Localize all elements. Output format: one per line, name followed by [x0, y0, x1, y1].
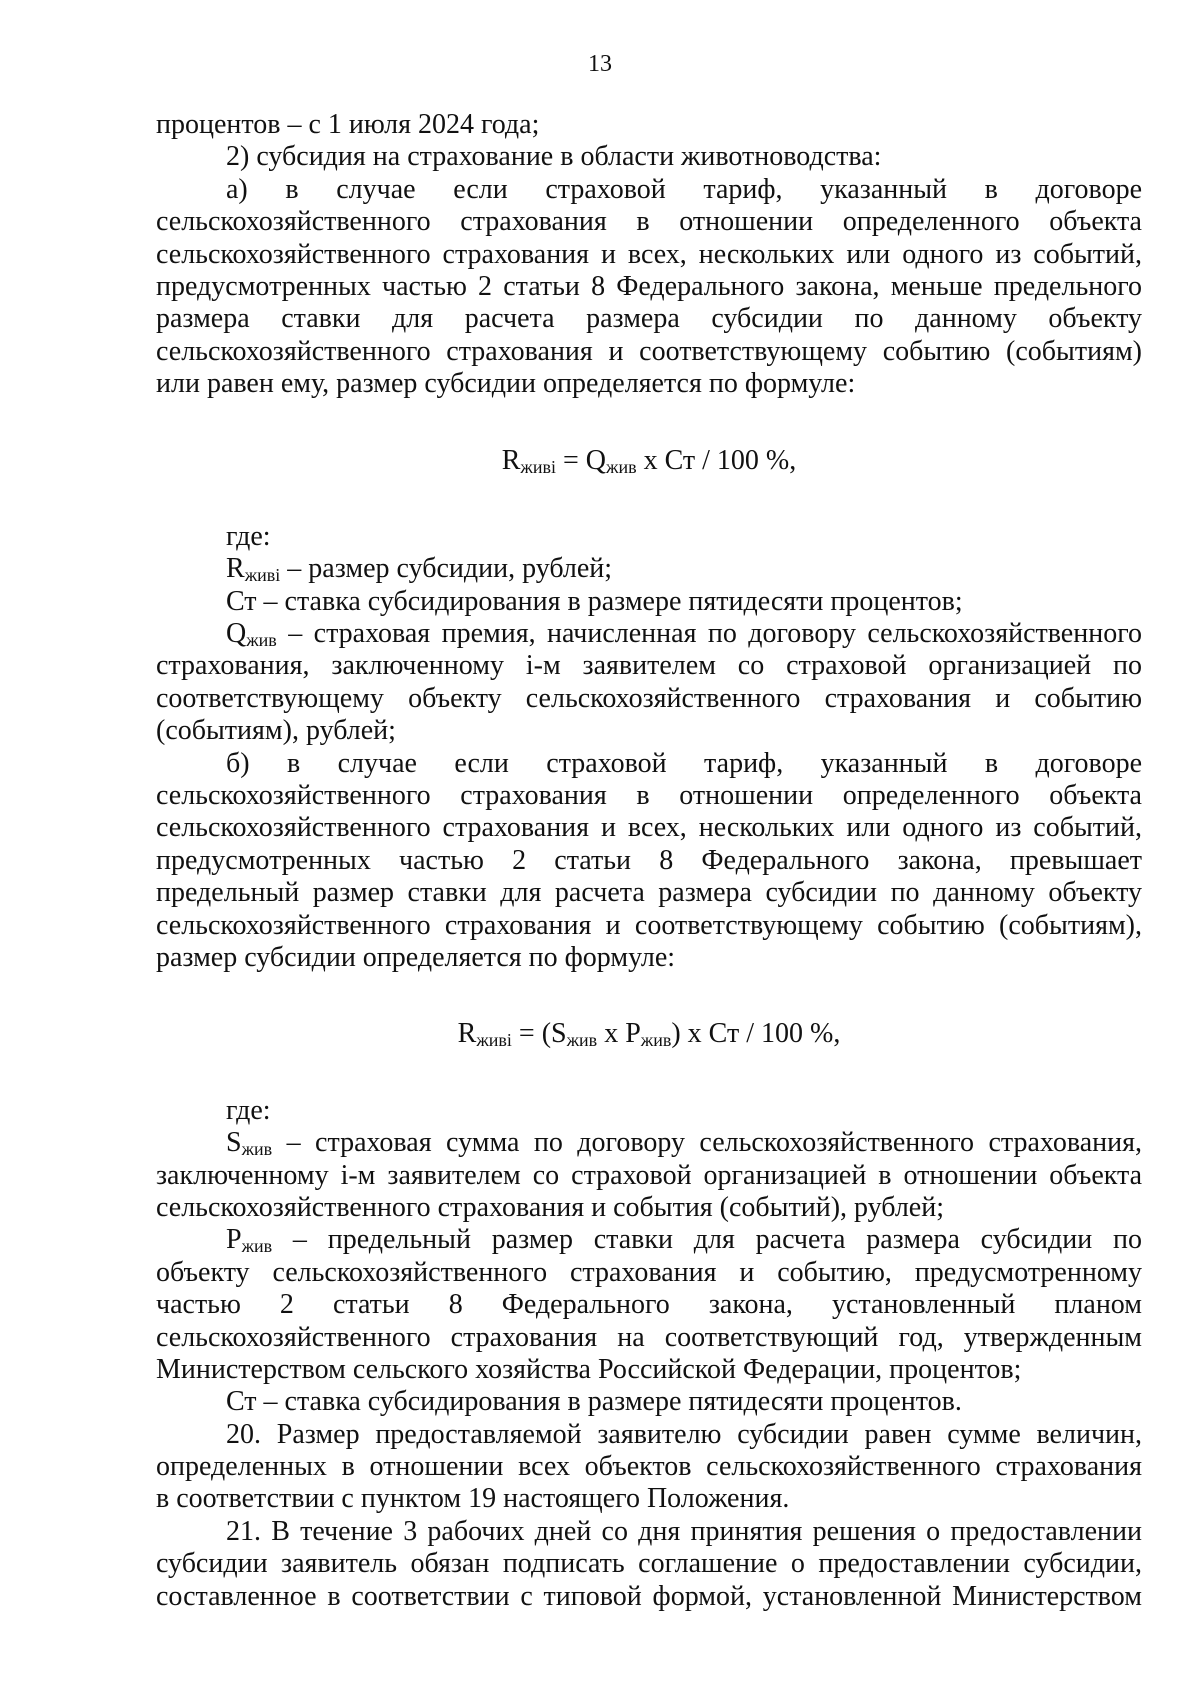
list-item: б) в случае если страховой тариф, указанный в договоре [226, 747, 1142, 779]
where-label: где: [226, 520, 271, 552]
definition-text: – размер субсидии, рублей; [280, 553, 613, 585]
page-number: 13 [588, 51, 612, 77]
definition-line [156, 1224, 1142, 1256]
text-line: составленное в соответствии с типовой формой, установленной Министерством [156, 1580, 1142, 1612]
formula-symbol: R [457, 1018, 477, 1050]
definition-line: Ст – ставка субсидирования в размере пятидесяти процентов; [226, 585, 963, 617]
formula-text: = Q [556, 444, 607, 476]
document-body [156, 109, 1142, 1613]
formula-text: = (S [511, 1018, 567, 1050]
text-line: частью 2 статьи 8 Федерального закона, установленный планом [156, 1289, 1142, 1321]
formula-2 [156, 1018, 1142, 1050]
text-line: сельскохозяйственного страхования в отношении определенного объекта [156, 780, 1142, 812]
formula-subscript: жив [606, 456, 637, 477]
formula-text: х Ст / 100 %, [636, 444, 797, 476]
definition-line: Ст – ставка субсидирования в размере пятидесяти процентов. [226, 1386, 962, 1418]
formula-symbol: R [501, 444, 521, 476]
text-line: сельскохозяйственного страхования и соответствующему событию (событиям), [156, 909, 1142, 941]
symbol-subscript: жив [241, 1139, 273, 1160]
symbol: P [226, 1224, 242, 1256]
text-line: сельскохозяйственного страхования в отношении определенного объекта [156, 206, 1142, 238]
paragraph-20: 20. Размер предоставляемой заявителю субсидии равен сумме величин, [226, 1418, 1142, 1450]
text-line: Министерством сельского хозяйства Российской Федерации, процентов; [156, 1353, 1022, 1385]
text-line: процентов – с 1 июля 2024 года; [156, 109, 540, 140]
text-line: сельскохозяйственного страхования и всех, нескольких или одного из событий, [156, 812, 1142, 844]
definition-text: – страховая премия, начисленная по договору сельскохозяйственного [276, 618, 1142, 650]
text-line: предельный размер ставки для расчета размера субсидии по данному объекту [156, 877, 1142, 909]
paragraph-21: 21. В течение 3 рабочих дней со дня принятия решения о предоставлении [226, 1515, 1142, 1547]
symbol: S [226, 1127, 242, 1159]
text-line: страхования, заключенному i-м заявителем со страховой организацией по [156, 650, 1142, 682]
formula-1 [156, 445, 1142, 477]
formula-subscript: жив [640, 1030, 672, 1051]
text-line: объекту сельскохозяйственного страхования и событию, предусмотренному [156, 1256, 1142, 1288]
text-line: сельскохозяйственного страхования и соответствующему событию (событиям) [156, 335, 1142, 367]
definition-text: – предельный размер ставки для расчета размера субсидии по [272, 1224, 1142, 1256]
text-line: (событиям), рублей; [156, 715, 396, 747]
formula-subscript: живi [476, 1030, 512, 1051]
where-label: где: [226, 1094, 271, 1126]
text-line: предусмотренных частью 2 статьи 8 Федерального закона, меньше предельного [156, 270, 1142, 302]
definition-text: – страховая сумма по договору сельскохозяйственного страхования, [272, 1127, 1142, 1159]
text-line: или равен ему, размер субсидии определяется по формуле: [156, 368, 856, 400]
list-item-heading: 2) субсидия на страхование в области животноводства: [226, 141, 882, 173]
text-line: заключенному i-м заявителем со страховой организацией в отношении объекта [156, 1159, 1142, 1191]
symbol-subscript: жив [241, 1236, 273, 1257]
text-line: размера ставки для расчета размера субсидии по данному объекту [156, 303, 1142, 335]
text-line: размер субсидии определяется по формуле: [156, 941, 676, 973]
text-line: сельскохозяйственного страхования и всех, нескольких или одного из событий, [156, 238, 1142, 270]
text-line: субсидии заявитель обязан подписать соглашение о предоставлении субсидии, [156, 1548, 1142, 1580]
symbol: R [226, 553, 245, 585]
symbol-subscript: жив [246, 630, 277, 651]
symbol-subscript: живi [244, 565, 281, 586]
text-line: определенных в отношении всех объектов сельскохозяйственного страхования [156, 1451, 1142, 1483]
symbol: Q [226, 618, 247, 650]
text-line: сельскохозяйственного страхования на соответствующий год, утвержденным [156, 1321, 1142, 1353]
definition-line [156, 1127, 1142, 1159]
text-line: а) в случае если страховой тариф, указанный в договоре [226, 173, 1142, 205]
formula-subscript: жив [566, 1030, 598, 1051]
formula-text: х P [597, 1018, 641, 1050]
formula-text: ) х Ст / 100 %, [671, 1018, 841, 1050]
definition-line [156, 553, 1142, 585]
text-line: сельскохозяйственного страхования и события (событий), рублей; [156, 1191, 944, 1223]
definition-line [156, 618, 1142, 650]
text-line: соответствующему объекту сельскохозяйственного страхования и событию [156, 682, 1142, 714]
text-line: предусмотренных частью 2 статьи 8 Федерального закона, превышает [156, 844, 1142, 876]
text-line: в соответствии с пунктом 19 настоящего Положения. [156, 1483, 790, 1515]
formula-subscript: живi [520, 456, 556, 477]
